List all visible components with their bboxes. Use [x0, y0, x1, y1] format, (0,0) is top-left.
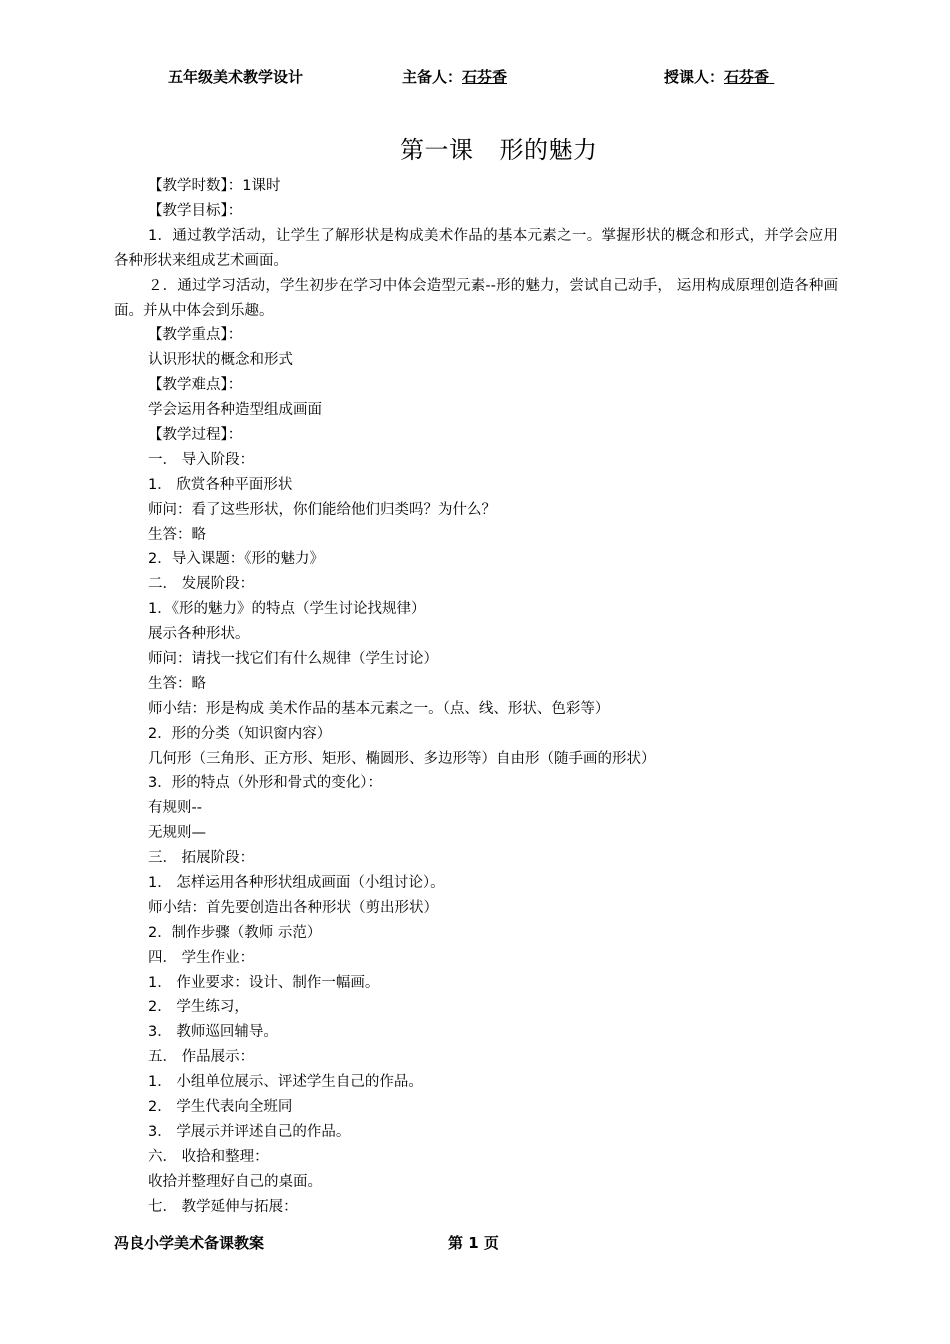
- instructor-label: 授课人：: [664, 68, 725, 86]
- section-difficulty-heading: 【教学难点】：: [148, 377, 243, 394]
- section-hours: 【教学时数】：1课时: [148, 178, 281, 194]
- process-line: 3． 教师巡回辅导。: [148, 1024, 278, 1041]
- process-line: 几何形（三角形、正方形、矩形、椭圆形、多边形等）自由形（随手画的形状）: [148, 750, 656, 767]
- process-line: 2．形的分类（知识窗内容）: [148, 725, 332, 742]
- page-header: [0, 66, 950, 88]
- process-line: 师小结：首先要创造出各种形状（剪出形状）: [148, 899, 438, 916]
- preparer-label: 主备人：: [402, 68, 463, 86]
- process-line: 生答：略: [148, 675, 206, 692]
- course-title: 五年级美术教学设计: [168, 68, 304, 86]
- process-line: 无规则—: [148, 825, 206, 842]
- process-line: 有规则--: [148, 800, 202, 817]
- process-line: 1． 欣赏各种平面形状: [148, 476, 293, 493]
- process-line: 二． 发展阶段：: [148, 576, 255, 593]
- process-line: 三． 拓展阶段：: [148, 850, 255, 867]
- process-line: 1．《形的魅力》的特点（学生讨论找规律）: [148, 601, 426, 618]
- process-line: 1． 作业要求：设计、制作一幅画。: [148, 974, 380, 991]
- process-line: 展示各种形状。: [148, 626, 250, 643]
- section-key-heading: 【教学重点】：: [148, 327, 243, 344]
- process-line: 收拾并整理好自己的桌面。: [148, 1173, 322, 1190]
- process-line: 2． 学生代表向全班同: [148, 1099, 293, 1116]
- key-point: 认识形状的概念和形式: [148, 352, 293, 369]
- process-line: 3．形的特点（外形和骨式的变化）：: [148, 775, 382, 792]
- page-number: 第 1 页: [448, 1234, 499, 1252]
- process-line: 生答：略: [148, 526, 206, 543]
- lesson-body: [114, 174, 838, 1219]
- section-goals-heading: 【教学目标】：: [148, 202, 243, 219]
- process-line: 1． 小组单位展示、评述学生自己的作品。: [148, 1074, 423, 1091]
- process-line: 七． 教学延伸与拓展：: [148, 1198, 298, 1215]
- process-line: 一． 导入阶段：: [148, 451, 255, 468]
- process-line: 2． 学生练习，: [148, 999, 249, 1016]
- goal-1: 1．通过教学活动，让学生了解形状是构成美术作品的基本元素之一。掌握形状的概念和形式，并学会应用各种形状来组成艺术画面。: [114, 227, 838, 269]
- lesson-topic: 形的魅力: [499, 136, 598, 164]
- process-line: 五． 作品展示：: [148, 1049, 255, 1066]
- goal-2: ２．通过学习活动，学生初步在学习中体会造型元素--形的魅力，尝试自己动手， 运用构成原理创造各种画面。并从中体会到乐趣。: [114, 277, 838, 319]
- preparer: [402, 66, 507, 87]
- difficulty-point: 学会运用各种造型组成画面: [148, 402, 322, 419]
- lesson-number: 第一课: [400, 136, 474, 164]
- process-line: 师问：看了这些形状，你们能给他们归类吗？为什么？: [148, 501, 496, 518]
- instructor-name: 石芬香: [724, 68, 770, 86]
- process-line: 1． 怎样运用各种形状组成画面（小组讨论）。: [148, 875, 445, 891]
- process-line: 2．导入课题：《形的魅力》: [148, 551, 324, 568]
- instructor: [664, 66, 774, 87]
- process-line: 2．制作步骤（教师 示范）: [148, 924, 322, 941]
- process-line: 六． 收拾和整理：: [148, 1148, 269, 1165]
- lesson-title: [400, 130, 598, 165]
- preparer-name: 石芬香: [462, 68, 508, 86]
- page-footer: [0, 1232, 950, 1254]
- section-process-heading: 【教学过程】：: [148, 426, 243, 443]
- process-line: 四． 学生作业：: [148, 949, 255, 966]
- process-line: 师小结：形是构成 美术作品的基本元素之一。（点、线、形状、色彩等）: [148, 700, 610, 717]
- process-line: 师问：请找一找它们有什么规律（学生讨论）: [148, 650, 438, 667]
- school-name: 冯良小学美术备课教案: [114, 1234, 265, 1252]
- process-line: 3． 学展示并评述自己的作品。: [148, 1123, 351, 1140]
